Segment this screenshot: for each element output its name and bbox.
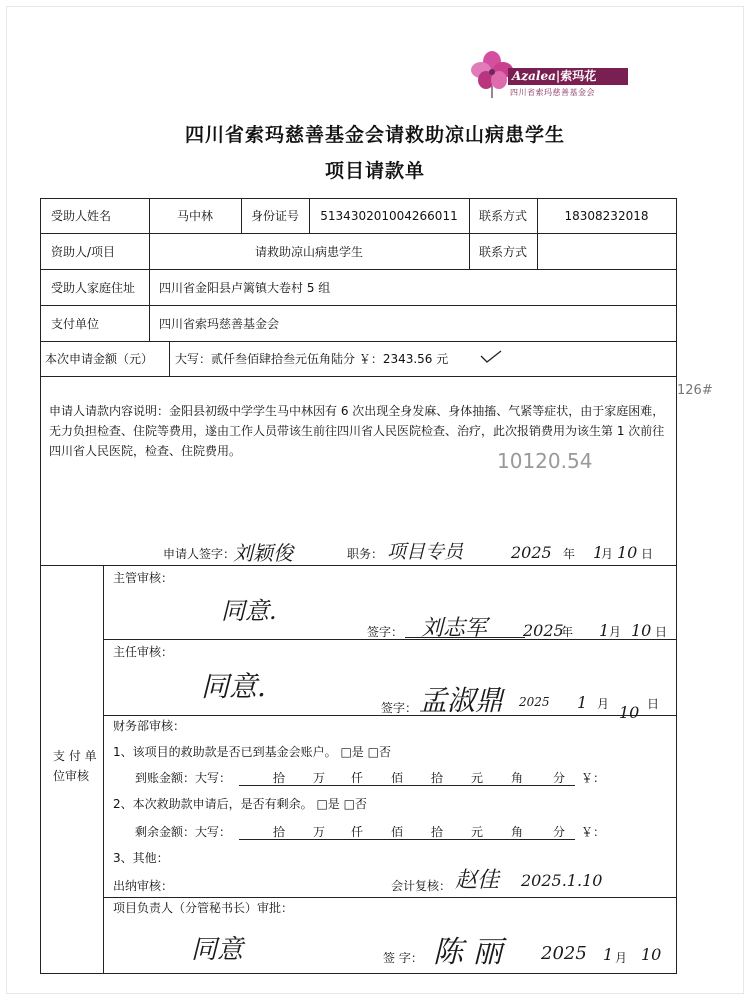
leader-date-day: 10 — [641, 945, 662, 964]
unit-jiao: 角 — [511, 825, 524, 839]
leader-opinion: 同意 — [191, 935, 244, 965]
applicant-date-day: 10 — [617, 543, 638, 562]
unit-yuan: 元 — [471, 771, 484, 785]
col-divider — [149, 269, 150, 341]
cashier-review-label: 出纳审核： — [113, 879, 174, 893]
yen-label: ￥： — [581, 771, 606, 785]
year-char: 年 — [563, 547, 576, 561]
unit-fen: 分 — [553, 825, 566, 839]
unit-shi-2: 拾 — [431, 825, 444, 839]
director-sign-label: 签字： — [381, 701, 418, 715]
unit-yuan: 元 — [471, 825, 484, 839]
applicant-date-month: 1 — [593, 543, 604, 562]
row-divider — [103, 897, 676, 898]
month-char: 月 — [597, 697, 610, 711]
sponsor-label: 资助人/项目 — [51, 245, 116, 259]
request-description: 申请人请款内容说明：金阳县初级中学学生马中林因有 6 次出现全身发麻、身体抽搐、气紧等症状，由于家庭困难，无力负担检查、住院等费用，遂由工作人员带该生前往四川省人民医院检查、治疗，此次报销费用为该生第 1 次前往四川省人民医院，检查、住院费用。 — [49, 404, 665, 458]
unit-bai: 佰 — [391, 825, 404, 839]
logo-brand-en: Azalea — [512, 69, 556, 83]
leader-approval-label: 项目负责人（分管秘书长）审批： — [113, 901, 294, 915]
payer-value: 四川省索玛慈善基金会 — [159, 317, 280, 331]
leader-sign-label: 签 字： — [383, 951, 423, 965]
yen-label: ￥： — [581, 825, 606, 839]
finance-question-1: 1、该项目的救助款是否已到基金会账户。 □是 □否 — [113, 745, 391, 759]
address-value: 四川省金阳县卢篱镇大卷村 5 组 — [159, 281, 331, 295]
unit-jiao: 角 — [511, 771, 524, 785]
day-char: 日 — [655, 625, 668, 639]
director-date-month: 1 — [577, 693, 588, 712]
col-divider — [169, 341, 170, 376]
unit-wan: 万 — [313, 825, 326, 839]
review-side-label-2: 位审核 — [53, 769, 90, 783]
leader-signature: 陈 丽 — [433, 935, 503, 970]
amount-label: 本次申请金额（元） — [45, 352, 154, 366]
row-divider — [41, 269, 676, 270]
director-opinion: 同意. — [201, 670, 266, 703]
leader-date-month: 1 — [603, 945, 614, 964]
finance-question-2: 2、本次救助款申请后，是否有剩余。 □是 □否 — [113, 797, 367, 811]
row-divider — [103, 639, 676, 640]
row-divider — [41, 305, 676, 306]
supervisor-date-day: 10 — [631, 621, 652, 640]
document-title: 四川省索玛慈善基金会请救助凉山病患学生 — [184, 124, 565, 146]
unit-fen: 分 — [553, 771, 566, 785]
row-divider — [103, 715, 676, 716]
position-signature: 项目专员 — [387, 541, 464, 563]
unit-qian: 仟 — [351, 771, 364, 785]
row-divider — [41, 376, 676, 377]
accountant-date: 2025.1.10 — [521, 871, 603, 890]
check-mark-icon — [479, 349, 503, 365]
beneficiary-name-label: 受助人姓名 — [51, 209, 112, 223]
supervisor-sign-label: 签字： — [367, 625, 404, 639]
row-divider — [41, 233, 676, 234]
day-char: 日 — [647, 697, 660, 711]
applicant-signature: 刘颖俊 — [233, 541, 293, 565]
payer-label: 支付单位 — [51, 317, 100, 331]
unit-shi-2: 拾 — [431, 771, 444, 785]
month-char: 月 — [601, 547, 614, 561]
sponsor-contact-label: 联系方式 — [478, 245, 527, 259]
col-divider — [103, 565, 104, 974]
pencil-total-note: 10120.54 — [497, 449, 593, 473]
amount-value: 大写：贰仟叁佰肆拾叁元伍角陆分 ￥：2343.56 元 — [175, 352, 449, 366]
finance-review-label: 财务部审核： — [113, 719, 186, 733]
unit-bai: 佰 — [391, 771, 404, 785]
applicant-sign-label: 申请人签字： — [163, 547, 236, 561]
address-label: 受助人家庭住址 — [51, 281, 136, 295]
director-date-day: 10 — [619, 703, 640, 722]
finance-question-3: 3、其他： — [113, 851, 169, 865]
day-char: 日 — [641, 547, 654, 561]
foundation-logo — [470, 48, 628, 104]
logo-brand-cn: 索玛花 — [560, 69, 597, 83]
supervisor-date-year: 2025 — [523, 621, 564, 640]
id-number-value: 513430201004266011 — [320, 209, 458, 223]
director-date-year: 2025 — [519, 695, 550, 709]
received-amount-label: 到账金额：大写： — [135, 771, 232, 785]
supervisor-signature: 刘志军 — [421, 616, 488, 641]
unit-shi: 拾 — [273, 825, 286, 839]
row-divider — [41, 565, 676, 566]
request-form — [40, 198, 713, 974]
margin-note: 126# — [677, 383, 713, 398]
document-subtitle: 项目请款单 — [324, 160, 425, 182]
amount-underline — [239, 839, 575, 840]
supervisor-opinion: 同意. — [221, 597, 277, 625]
remaining-amount-label: 剩余金额：大写： — [135, 825, 232, 839]
month-char: 月 — [609, 625, 622, 639]
beneficiary-name-value: 马中林 — [176, 209, 213, 223]
amount-underline — [239, 785, 575, 786]
contact-value: 18308232018 — [564, 209, 649, 223]
review-side-label-1: 支 付 单 — [53, 749, 97, 763]
supervisor-date-month: 1 — [599, 621, 610, 640]
leader-date-year: 2025 — [541, 943, 587, 964]
row-divider — [41, 341, 676, 342]
month-char: 月 — [615, 951, 628, 965]
accountant-review-label: 会计复核： — [391, 879, 452, 893]
logo-foundation-name: 四川省索玛慈善基金会 — [510, 88, 595, 97]
supervisor-review-label: 主管审核： — [113, 571, 174, 585]
year-char: 年 — [561, 625, 574, 639]
position-label: 职务： — [347, 547, 384, 561]
id-number-label: 身份证号 — [250, 209, 299, 223]
logo-banner: Azalea|索玛花 — [508, 68, 628, 85]
unit-qian: 仟 — [351, 825, 364, 839]
sponsor-value: 请救助凉山病患学生 — [254, 245, 363, 259]
director-review-label: 主任审核： — [113, 645, 174, 659]
accountant-signature: 赵佳 — [455, 868, 500, 893]
director-signature: 孟淑鼎 — [419, 684, 504, 717]
signature-underline — [405, 637, 525, 638]
contact-label: 联系方式 — [478, 209, 527, 223]
unit-shi: 拾 — [273, 771, 286, 785]
unit-wan: 万 — [313, 771, 326, 785]
applicant-date-year: 2025 — [511, 543, 552, 562]
